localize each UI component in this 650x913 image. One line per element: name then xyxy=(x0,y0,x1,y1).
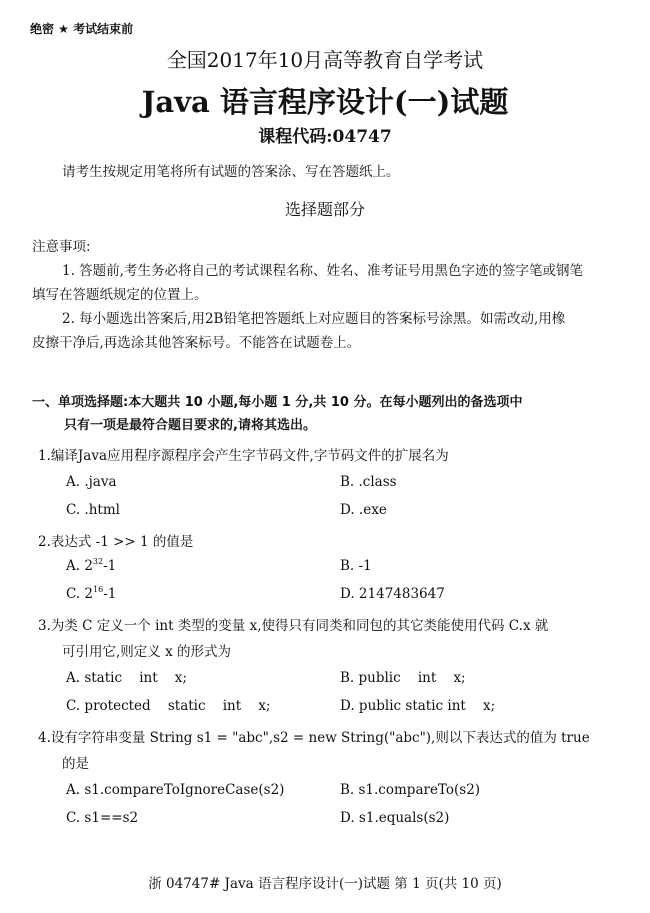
question-2-option-a xyxy=(66,558,116,574)
question-2-option-c xyxy=(66,586,116,602)
note-line-3: 2. 每小题选出答案后,用2B铅笔把答题纸上对应题目的答案标号涂黑。如需改动,用橡 xyxy=(62,311,566,327)
notes-title: 注意事项: xyxy=(32,239,91,255)
option-a-exponent: 32 xyxy=(92,557,104,566)
course-code: 课程代码:04747 xyxy=(258,127,392,147)
question-4-option-d: D. s1.equals(s2) xyxy=(340,810,450,826)
question-4-option-b: B. s1.compareTo(s2) xyxy=(340,782,481,798)
question-2-option-d: D. 2147483647 xyxy=(340,586,445,602)
question-3-option-b: B. public int x; xyxy=(340,670,466,686)
option-c-exponent: 16 xyxy=(93,585,104,594)
exam-title: 全国2017年10月高等教育自学考试 xyxy=(166,48,484,72)
question-3-option-c: C. protected static int x; xyxy=(66,698,271,714)
subject-title: Java 语言程序设计(一)试题 xyxy=(141,85,509,119)
question-1-option-c: C. .html xyxy=(66,502,120,518)
section-heading: 选择题部分 xyxy=(284,200,365,219)
question-2-option-b: B. -1 xyxy=(340,558,372,574)
option-c-base: C. 2 xyxy=(66,586,94,602)
note-line-1: 1. 答题前,考生务必将自己的考试课程名称、姓名、准考证号用黑色字迹的签字笔或钢笔 xyxy=(62,263,583,279)
question-3-stem-cont: 可引用它,则定义 x 的形式为 xyxy=(62,644,231,660)
question-1-stem: 1.编译Java应用程序源程序会产生字节码文件,字节码文件的扩展名为 xyxy=(38,448,449,464)
question-1-option-d: D. .exe xyxy=(340,502,387,518)
question-4-option-a: A. s1.compareToIgnoreCase(s2) xyxy=(66,782,285,798)
note-line-4: 皮擦干净后,再选涂其他答案标号。不能答在试题卷上。 xyxy=(32,335,361,351)
question-2-stem: 2.表达式 -1 >> 1 的值是 xyxy=(38,534,194,550)
question-1-option-a: A. .java xyxy=(66,474,117,490)
note-line-2: 填写在答题纸规定的位置上。 xyxy=(32,287,208,303)
question-4-stem-cont: 的是 xyxy=(62,756,89,772)
option-a-tail: -1 xyxy=(103,558,117,574)
question-3-option-a: A. static int x; xyxy=(66,670,187,686)
page-footer: 浙 04747# Java 语言程序设计(一)试题 第 1 页(共 10 页) xyxy=(148,876,502,892)
question-4-stem: 4.设有字符串变量 String s1 = "abc",s2 = new String("abc"),则以下表达式的值为 true xyxy=(38,730,590,746)
question-3-option-d: D. public static int x; xyxy=(340,698,496,714)
option-c-tail: -1 xyxy=(103,586,117,602)
question-3-stem: 3.为类 C 定义一个 int 类型的变量 x,使得只有同类和同包的其它类能使用代码 C.x 就 xyxy=(38,618,549,634)
confidential-label: 绝密 ★ 考试结束前 xyxy=(30,22,134,36)
part-heading-line2: 只有一项是最符合题目要求的,请将其选出。 xyxy=(64,418,316,433)
answer-instruction: 请考生按规定用笔将所有试题的答案涂、写在答题纸上。 xyxy=(62,164,400,180)
part-heading-line1: 一、单项选择题:本大题共 10 小题,每小题 1 分,共 10 分。在每小题列出的备选项中 xyxy=(32,395,523,410)
question-1-option-b: B. .class xyxy=(340,474,397,490)
option-a-base: A. 2 xyxy=(66,558,93,574)
question-4-option-c: C. s1==s2 xyxy=(66,810,139,826)
